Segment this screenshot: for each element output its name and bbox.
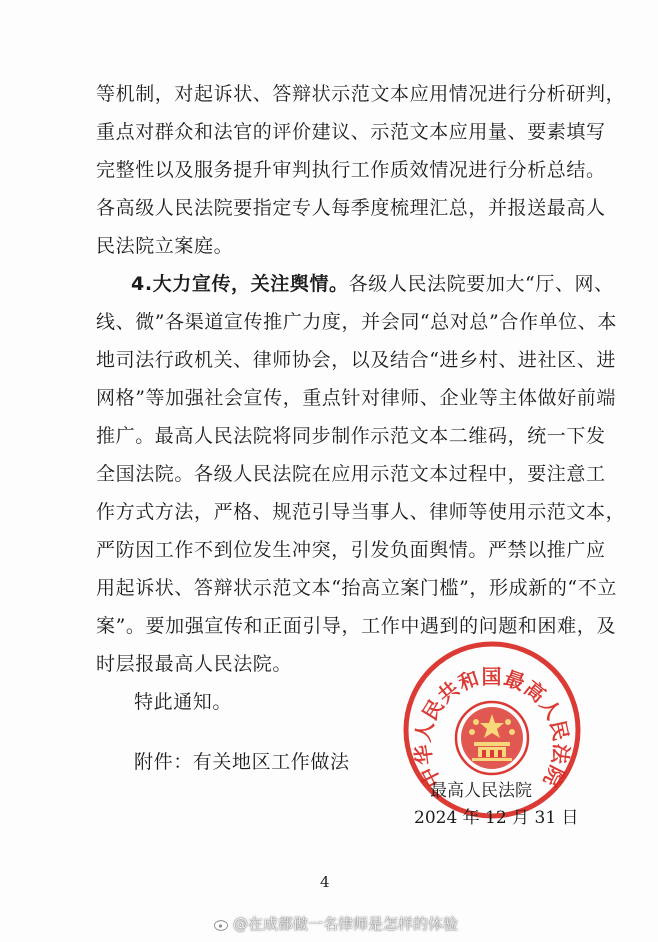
body-line: 民法院立案庭。: [96, 235, 234, 257]
body-line: 严防因工作不到位发生冲突，引发负面舆情。严禁以推广应: [96, 539, 606, 561]
body-line: 推广。最高人民法院将同步制作示范文本二维码，统一下发: [96, 425, 606, 447]
body-line: 时层报最高人民法院。: [96, 653, 293, 675]
svg-text:中华人民共和国最高人民法院: 中华人民共和国最高人民法院: [410, 664, 574, 792]
watermark-text: @在成都做一名律师是怎样的体验: [233, 915, 459, 933]
weibo-logo-icon: [214, 917, 230, 931]
body-line: 地司法行政机关、律师协会，以及结合“进乡村、进社区、进: [96, 349, 616, 371]
body-line: 完整性以及服务提升审判执行工作质效情况进行分析总结。: [96, 159, 606, 181]
page-number: 4: [320, 873, 330, 891]
issuer-name: 最高人民法院: [430, 781, 532, 801]
body-line: 各高级人民法院要指定专人每季度梳理汇总，并报送最高人: [96, 197, 606, 219]
watermark: [214, 913, 458, 934]
section-4-text: 各级人民法院要加大“厅、网、: [348, 273, 614, 295]
section-4-first-line: [131, 273, 614, 295]
issue-date: 2024 年 12 月 31 日: [414, 808, 579, 828]
body-line: 全国法院。各级人民法院在应用示范文本过程中，要注意工: [96, 463, 606, 485]
body-line: 作方式方法，严格、规范引导当事人、律师等使用示范文本，: [96, 501, 626, 523]
section-heading: 4.大力宣传，关注舆情。: [131, 273, 349, 295]
body-line: 用起诉状、答辩状示范文本“抬高立案门槛”，形成新的“不立: [96, 577, 617, 599]
body-line: 等机制，对起诉状、答辩状示范文本应用情况进行分析研判，: [96, 83, 626, 105]
body-line: 重点对群众和法官的评价建议、示范文本应用量、要素填写: [96, 121, 606, 143]
attachment-line: 附件：有关地区工作做法: [134, 751, 350, 773]
body-line: 网格”等加强社会宣传，重点针对律师、企业等主体做好前端: [96, 387, 616, 409]
body-line: 线、微”各渠道宣传推广力度，并会同“总对总”合作单位、本: [96, 311, 617, 333]
notice-line: 特此通知。: [134, 691, 233, 713]
body-line: 案”。要加强宣传和正面引导，工作中遇到的问题和困难，及: [96, 615, 616, 637]
